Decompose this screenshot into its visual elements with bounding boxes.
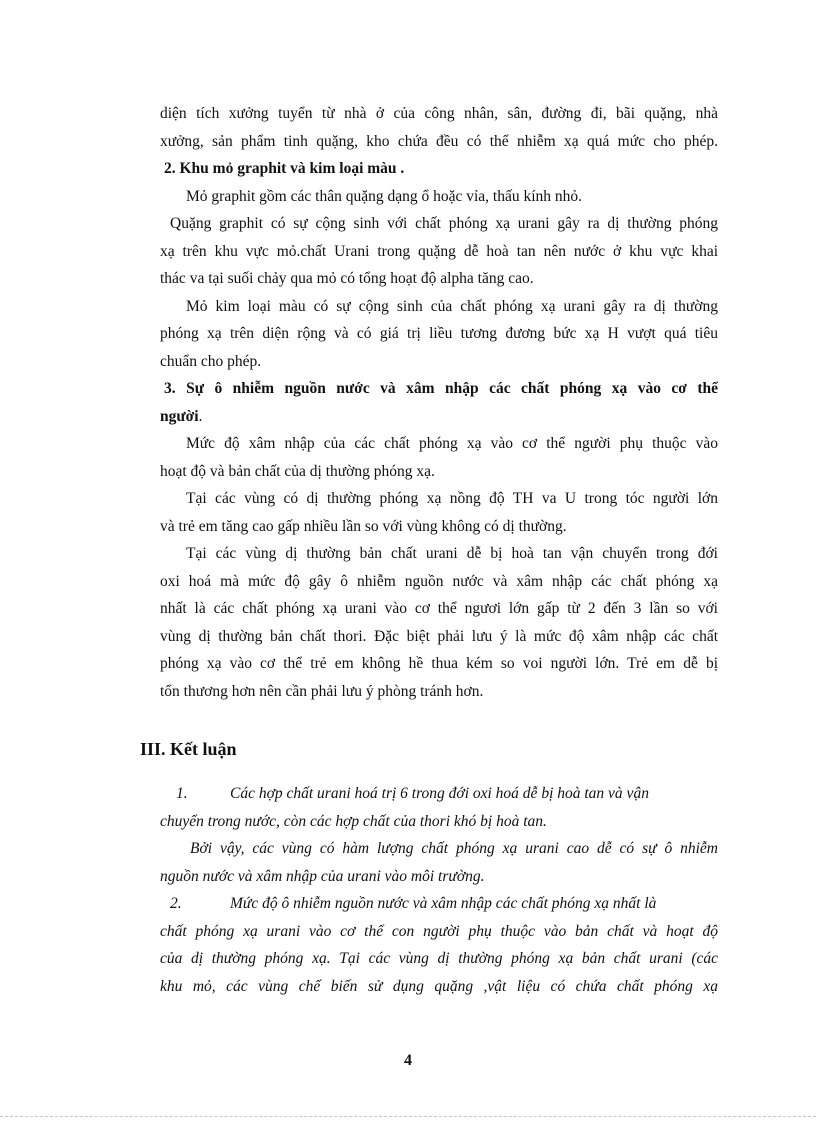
paragraph-line: vùng dị thường bản chất thori. Đặc biệt phải lưu ý là mức độ xâm nhập các chất <box>160 627 718 645</box>
paragraph-line: phóng xạ vào cơ thể trẻ em không hề thua kém so voi người lớn. Trẻ em dễ bị <box>160 655 718 672</box>
paragraph-line: Tại các vùng có dị thường phóng xạ nồng độ TH va U trong tóc người lớn <box>186 490 718 507</box>
conclusion-line: chất phóng xạ urani vào cơ thể con người phụ thuộc vào bản chất và hoạt độ <box>160 922 718 940</box>
paragraph-line: oxi hoá mà mức độ gây ô nhiễm nguồn nước và xâm nhập các chất phóng xạ <box>160 572 718 590</box>
paragraph-line: diện tích xưởng tuyển từ nhà ở của công nhân, sân, đường đi, bãi quặng, nhà <box>160 105 718 122</box>
conclusion-line: khu mỏ, các vùng chế biến sử dụng quặng ,vật liệu có chứa chất phóng xạ <box>160 977 718 995</box>
conclusion-line: Bởi vậy, các vùng có hàm lượng chất phóng xạ urani cao dễ có sự ô nhiễm <box>190 840 718 857</box>
conclusion-text <box>160 780 718 1000</box>
paragraph-line: Mỏ graphit gồm các thân quặng dạng ổ hoặc vỉa, thấu kính nhỏ. <box>186 187 583 205</box>
conclusion-line: Mức độ ô nhiễm nguồn nước và xâm nhập các chất phóng xạ nhất là <box>230 895 657 912</box>
subsection-heading-2: 2. Khu mỏ graphit và kim loại màu . <box>164 160 405 177</box>
page-number: 4 <box>404 1052 412 1069</box>
paragraph-line: Quặng graphit có sự cộng sinh với chất phóng xạ urani gây ra dị thường phóng <box>170 215 718 232</box>
conclusion-item-2 <box>160 890 718 918</box>
section-heading-conclusion: III. Kết luận <box>140 739 237 759</box>
body-text <box>160 100 718 705</box>
conclusion-line: Các hợp chất urani hoá trị 6 trong đới oxi hoá dễ bị hoà tan và vận <box>230 785 649 802</box>
paragraph-line: hoạt độ và bản chất của dị thường phóng xạ. <box>160 462 435 480</box>
subsection-heading-3-cont <box>160 403 718 431</box>
conclusion-item-1 <box>160 780 718 808</box>
heading-tail: . <box>198 407 203 425</box>
list-number: 1. <box>176 785 188 802</box>
conclusion-line: nguồn nước và xâm nhập của urani vào môi trường. <box>160 867 485 885</box>
conclusion-line: chuyển trong nước, còn các hợp chất của thori khó bị hoà tan. <box>160 812 547 830</box>
list-number: 2. <box>170 895 182 912</box>
page-bottom-divider <box>0 1116 816 1117</box>
paragraph-line: Tại các vùng dị thường bản chất urani dễ bị hoà tan vận chuyển trong đới <box>186 545 718 562</box>
paragraph-line: xưởng, sản phẩm tinh quặng, kho chứa đều có thể nhiễm xạ quá mức cho phép. <box>160 132 718 150</box>
paragraph-line: nhất là các chất phóng xạ urani vào cơ thể ngươi lớn gấp từ 2 đến 3 lần so với <box>160 600 718 617</box>
subsection-heading-3: 3. Sự ô nhiễm nguồn nước và xâm nhập các chất phóng xạ vào cơ thể <box>164 380 718 397</box>
conclusion-line: của dị thường phóng xạ. Tại các vùng dị thường phóng xạ bản chất urani (các <box>160 950 718 967</box>
paragraph-line: phóng xạ trên diện rộng và có giá trị liều tương đương bức xạ H vượt quá tiêu <box>160 325 718 342</box>
heading-word: người <box>160 407 199 425</box>
paragraph-line: thác va tại suối chảy qua mỏ có tổng hoạt độ alpha tăng cao. <box>160 270 534 287</box>
paragraph-line: và trẻ em tăng cao gấp nhiều lần so với vùng không có dị thường. <box>160 517 567 535</box>
paragraph-line: xạ trên khu vực mỏ.chất Urani trong quặng dễ hoà tan nên nước ở khu vực khai <box>160 242 718 260</box>
paragraph-line: Mỏ kim loại màu có sự cộng sinh của chất phóng xạ urani gây ra dị thường <box>186 297 718 315</box>
paragraph-line: tổn thương hơn nên cần phải lưu ý phòng tránh hơn. <box>160 682 484 700</box>
paragraph-line: chuẩn cho phép. <box>160 352 262 370</box>
paragraph-line: Mức độ xâm nhập của các chất phóng xạ vào cơ thể người phụ thuộc vào <box>186 435 718 452</box>
